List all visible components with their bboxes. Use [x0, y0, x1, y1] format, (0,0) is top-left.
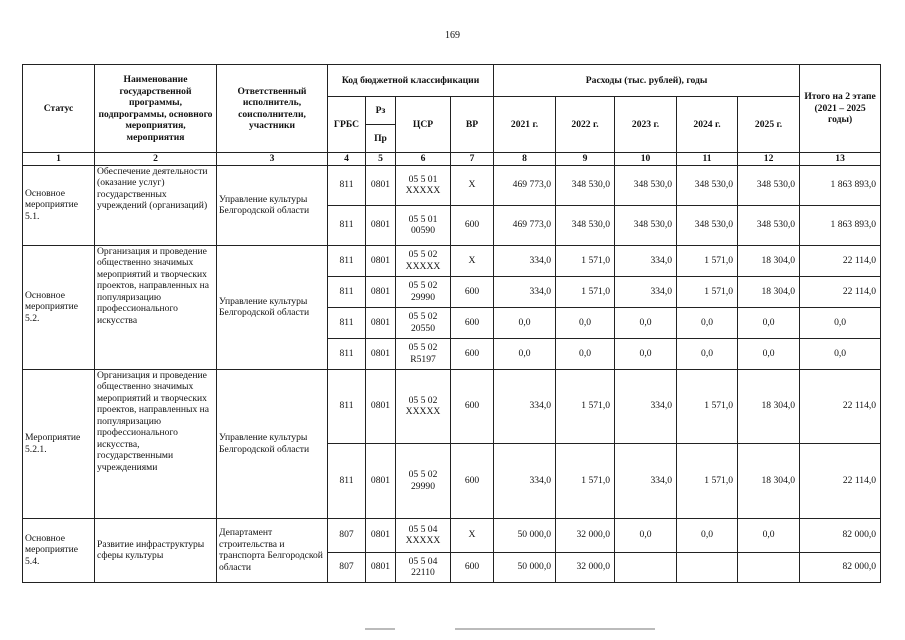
vr-cell: 600: [451, 307, 494, 338]
y2021-cell: 334,0: [494, 369, 556, 443]
header-2021: 2021 г.: [494, 97, 556, 153]
total-cell: 82 000,0: [800, 518, 881, 552]
header-executor: Ответственный исполнитель, соисполнители, участники: [217, 65, 328, 153]
y2025-cell: 18 304,0: [738, 369, 800, 443]
y2025-cell: 348 530,0: [738, 165, 800, 205]
name-cell: Развитие инфраструктуры сферы культуры: [95, 518, 217, 582]
rzpr-cell: 0801: [366, 205, 396, 245]
col-number: 8: [494, 153, 556, 166]
rzpr-cell: 0801: [366, 518, 396, 552]
col-number: 12: [738, 153, 800, 166]
col-number: 9: [556, 153, 615, 166]
scan-smudge: [455, 628, 655, 630]
csr-cell: 05 5 02 20550: [396, 307, 451, 338]
grbs-cell: 811: [328, 443, 366, 518]
header-name: Наименование государственной программы, подпрограммы, основного мероприятия, мероприятия: [95, 65, 217, 153]
executor-cell: Управление культуры Белгородской области: [217, 369, 328, 518]
status-cell: Основное мероприятие 5.1.: [23, 165, 95, 245]
rzpr-cell: 0801: [366, 338, 396, 369]
csr-cell: 05 5 02 ХХХХХ: [396, 245, 451, 276]
header-2022: 2022 г.: [556, 97, 615, 153]
grbs-cell: 811: [328, 369, 366, 443]
y2022-cell: 1 571,0: [556, 276, 615, 307]
table-row: [23, 518, 881, 552]
status-cell: Основное мероприятие 5.4.: [23, 518, 95, 582]
grbs-cell: 811: [328, 276, 366, 307]
y2023-cell: 0,0: [615, 518, 677, 552]
rzpr-cell: 0801: [366, 552, 396, 582]
header-total: Итого на 2 этапе (2021 – 2025 годы): [800, 65, 881, 153]
col-number: 5: [366, 153, 396, 166]
total-cell: 22 114,0: [800, 245, 881, 276]
y2024-cell: [677, 552, 738, 582]
header-rz: Рз: [366, 97, 396, 125]
grbs-cell: 811: [328, 165, 366, 205]
total-cell: 0,0: [800, 307, 881, 338]
y2023-cell: 348 530,0: [615, 205, 677, 245]
vr-cell: Х: [451, 245, 494, 276]
y2021-cell: 50 000,0: [494, 518, 556, 552]
y2022-cell: 1 571,0: [556, 369, 615, 443]
grbs-cell: 811: [328, 205, 366, 245]
y2025-cell: [738, 552, 800, 582]
y2023-cell: 334,0: [615, 369, 677, 443]
name-cell: Организация и проведение общественно значимых мероприятий и творческих проектов, направленных на популяризацию профессионального искусства, государственными учреждениями: [95, 369, 217, 518]
y2021-cell: 0,0: [494, 338, 556, 369]
y2025-cell: 0,0: [738, 518, 800, 552]
header-grbs: ГРБС: [328, 97, 366, 153]
csr-cell: 05 5 02 29990: [396, 276, 451, 307]
executor-cell: Управление культуры Белгородской области: [217, 165, 328, 245]
col-number: 4: [328, 153, 366, 166]
y2021-cell: 469 773,0: [494, 165, 556, 205]
total-cell: 22 114,0: [800, 369, 881, 443]
y2022-cell: 0,0: [556, 307, 615, 338]
y2022-cell: 1 571,0: [556, 443, 615, 518]
grbs-cell: 811: [328, 307, 366, 338]
y2025-cell: 18 304,0: [738, 443, 800, 518]
header-status: Статус: [23, 65, 95, 153]
rzpr-cell: 0801: [366, 307, 396, 338]
col-number: 13: [800, 153, 881, 166]
y2024-cell: 0,0: [677, 307, 738, 338]
csr-cell: 05 5 02 R5197: [396, 338, 451, 369]
total-cell: 1 863 893,0: [800, 205, 881, 245]
y2024-cell: 1 571,0: [677, 245, 738, 276]
y2025-cell: 348 530,0: [738, 205, 800, 245]
name-cell: Обеспечение деятельности (оказание услуг) государственных учреждений (организаций): [95, 165, 217, 245]
executor-cell: Управление культуры Белгородской области: [217, 245, 328, 369]
y2022-cell: 348 530,0: [556, 205, 615, 245]
page-number: 169: [445, 30, 460, 41]
total-cell: 0,0: [800, 338, 881, 369]
grbs-cell: 811: [328, 338, 366, 369]
y2023-cell: 334,0: [615, 443, 677, 518]
y2023-cell: 334,0: [615, 276, 677, 307]
csr-cell: 05 5 04 22110: [396, 552, 451, 582]
vr-cell: 600: [451, 369, 494, 443]
y2025-cell: 18 304,0: [738, 245, 800, 276]
col-number: 2: [95, 153, 217, 166]
total-cell: 1 863 893,0: [800, 165, 881, 205]
csr-cell: 05 5 02 29990: [396, 443, 451, 518]
vr-cell: 600: [451, 276, 494, 307]
header-2024: 2024 г.: [677, 97, 738, 153]
y2024-cell: 1 571,0: [677, 443, 738, 518]
executor-cell: Департамент строительства и транспорта Белгородской области: [217, 518, 328, 582]
header-2025: 2025 г.: [738, 97, 800, 153]
rzpr-cell: 0801: [366, 276, 396, 307]
col-number: 6: [396, 153, 451, 166]
y2024-cell: 1 571,0: [677, 276, 738, 307]
total-cell: 22 114,0: [800, 276, 881, 307]
y2021-cell: 50 000,0: [494, 552, 556, 582]
header-2023: 2023 г.: [615, 97, 677, 153]
y2021-cell: 334,0: [494, 245, 556, 276]
csr-cell: 05 5 01 00590: [396, 205, 451, 245]
header-csr: ЦСР: [396, 97, 451, 153]
status-cell: Мероприятие 5.2.1.: [23, 369, 95, 518]
y2024-cell: 348 530,0: [677, 165, 738, 205]
scan-smudge: [365, 628, 395, 630]
y2022-cell: 32 000,0: [556, 518, 615, 552]
total-cell: 22 114,0: [800, 443, 881, 518]
vr-cell: 600: [451, 443, 494, 518]
y2021-cell: 334,0: [494, 276, 556, 307]
name-cell: Организация и проведение общественно значимых мероприятий и творческих проектов, направленных на популяризацию профессионального искусства: [95, 245, 217, 369]
rzpr-cell: 0801: [366, 369, 396, 443]
table-row: [23, 165, 881, 205]
header-vr: ВР: [451, 97, 494, 153]
y2024-cell: 0,0: [677, 338, 738, 369]
y2025-cell: 18 304,0: [738, 276, 800, 307]
y2021-cell: 469 773,0: [494, 205, 556, 245]
col-number: 3: [217, 153, 328, 166]
y2024-cell: 348 530,0: [677, 205, 738, 245]
y2024-cell: 0,0: [677, 518, 738, 552]
grbs-cell: 807: [328, 552, 366, 582]
y2022-cell: 1 571,0: [556, 245, 615, 276]
vr-cell: 600: [451, 552, 494, 582]
header-kbk: Код бюджетной классификации: [328, 65, 494, 97]
col-number: 10: [615, 153, 677, 166]
y2021-cell: 334,0: [494, 443, 556, 518]
budget-table: [22, 64, 881, 583]
column-number-row: [23, 153, 881, 166]
y2023-cell: 0,0: [615, 307, 677, 338]
vr-cell: 600: [451, 338, 494, 369]
y2025-cell: 0,0: [738, 307, 800, 338]
col-number: 7: [451, 153, 494, 166]
grbs-cell: 811: [328, 245, 366, 276]
y2023-cell: 348 530,0: [615, 165, 677, 205]
y2022-cell: 348 530,0: [556, 165, 615, 205]
y2021-cell: 0,0: [494, 307, 556, 338]
csr-cell: 05 5 02 ХХХХХ: [396, 369, 451, 443]
table-row: [23, 369, 881, 443]
table-row: [23, 245, 881, 276]
y2024-cell: 1 571,0: [677, 369, 738, 443]
csr-cell: 05 5 04 ХХХХХ: [396, 518, 451, 552]
y2023-cell: 334,0: [615, 245, 677, 276]
grbs-cell: 807: [328, 518, 366, 552]
header-expenses: Расходы (тыс. рублей), годы: [494, 65, 800, 97]
vr-cell: 600: [451, 205, 494, 245]
vr-cell: Х: [451, 165, 494, 205]
y2022-cell: 0,0: [556, 338, 615, 369]
csr-cell: 05 5 01 ХХХХХ: [396, 165, 451, 205]
header-pr: Пр: [366, 125, 396, 153]
y2022-cell: 32 000,0: [556, 552, 615, 582]
rzpr-cell: 0801: [366, 245, 396, 276]
vr-cell: Х: [451, 518, 494, 552]
rzpr-cell: 0801: [366, 165, 396, 205]
total-cell: 82 000,0: [800, 552, 881, 582]
y2023-cell: 0,0: [615, 338, 677, 369]
y2023-cell: [615, 552, 677, 582]
col-number: 1: [23, 153, 95, 166]
col-number: 11: [677, 153, 738, 166]
rzpr-cell: 0801: [366, 443, 396, 518]
status-cell: Основное мероприятие 5.2.: [23, 245, 95, 369]
y2025-cell: 0,0: [738, 338, 800, 369]
